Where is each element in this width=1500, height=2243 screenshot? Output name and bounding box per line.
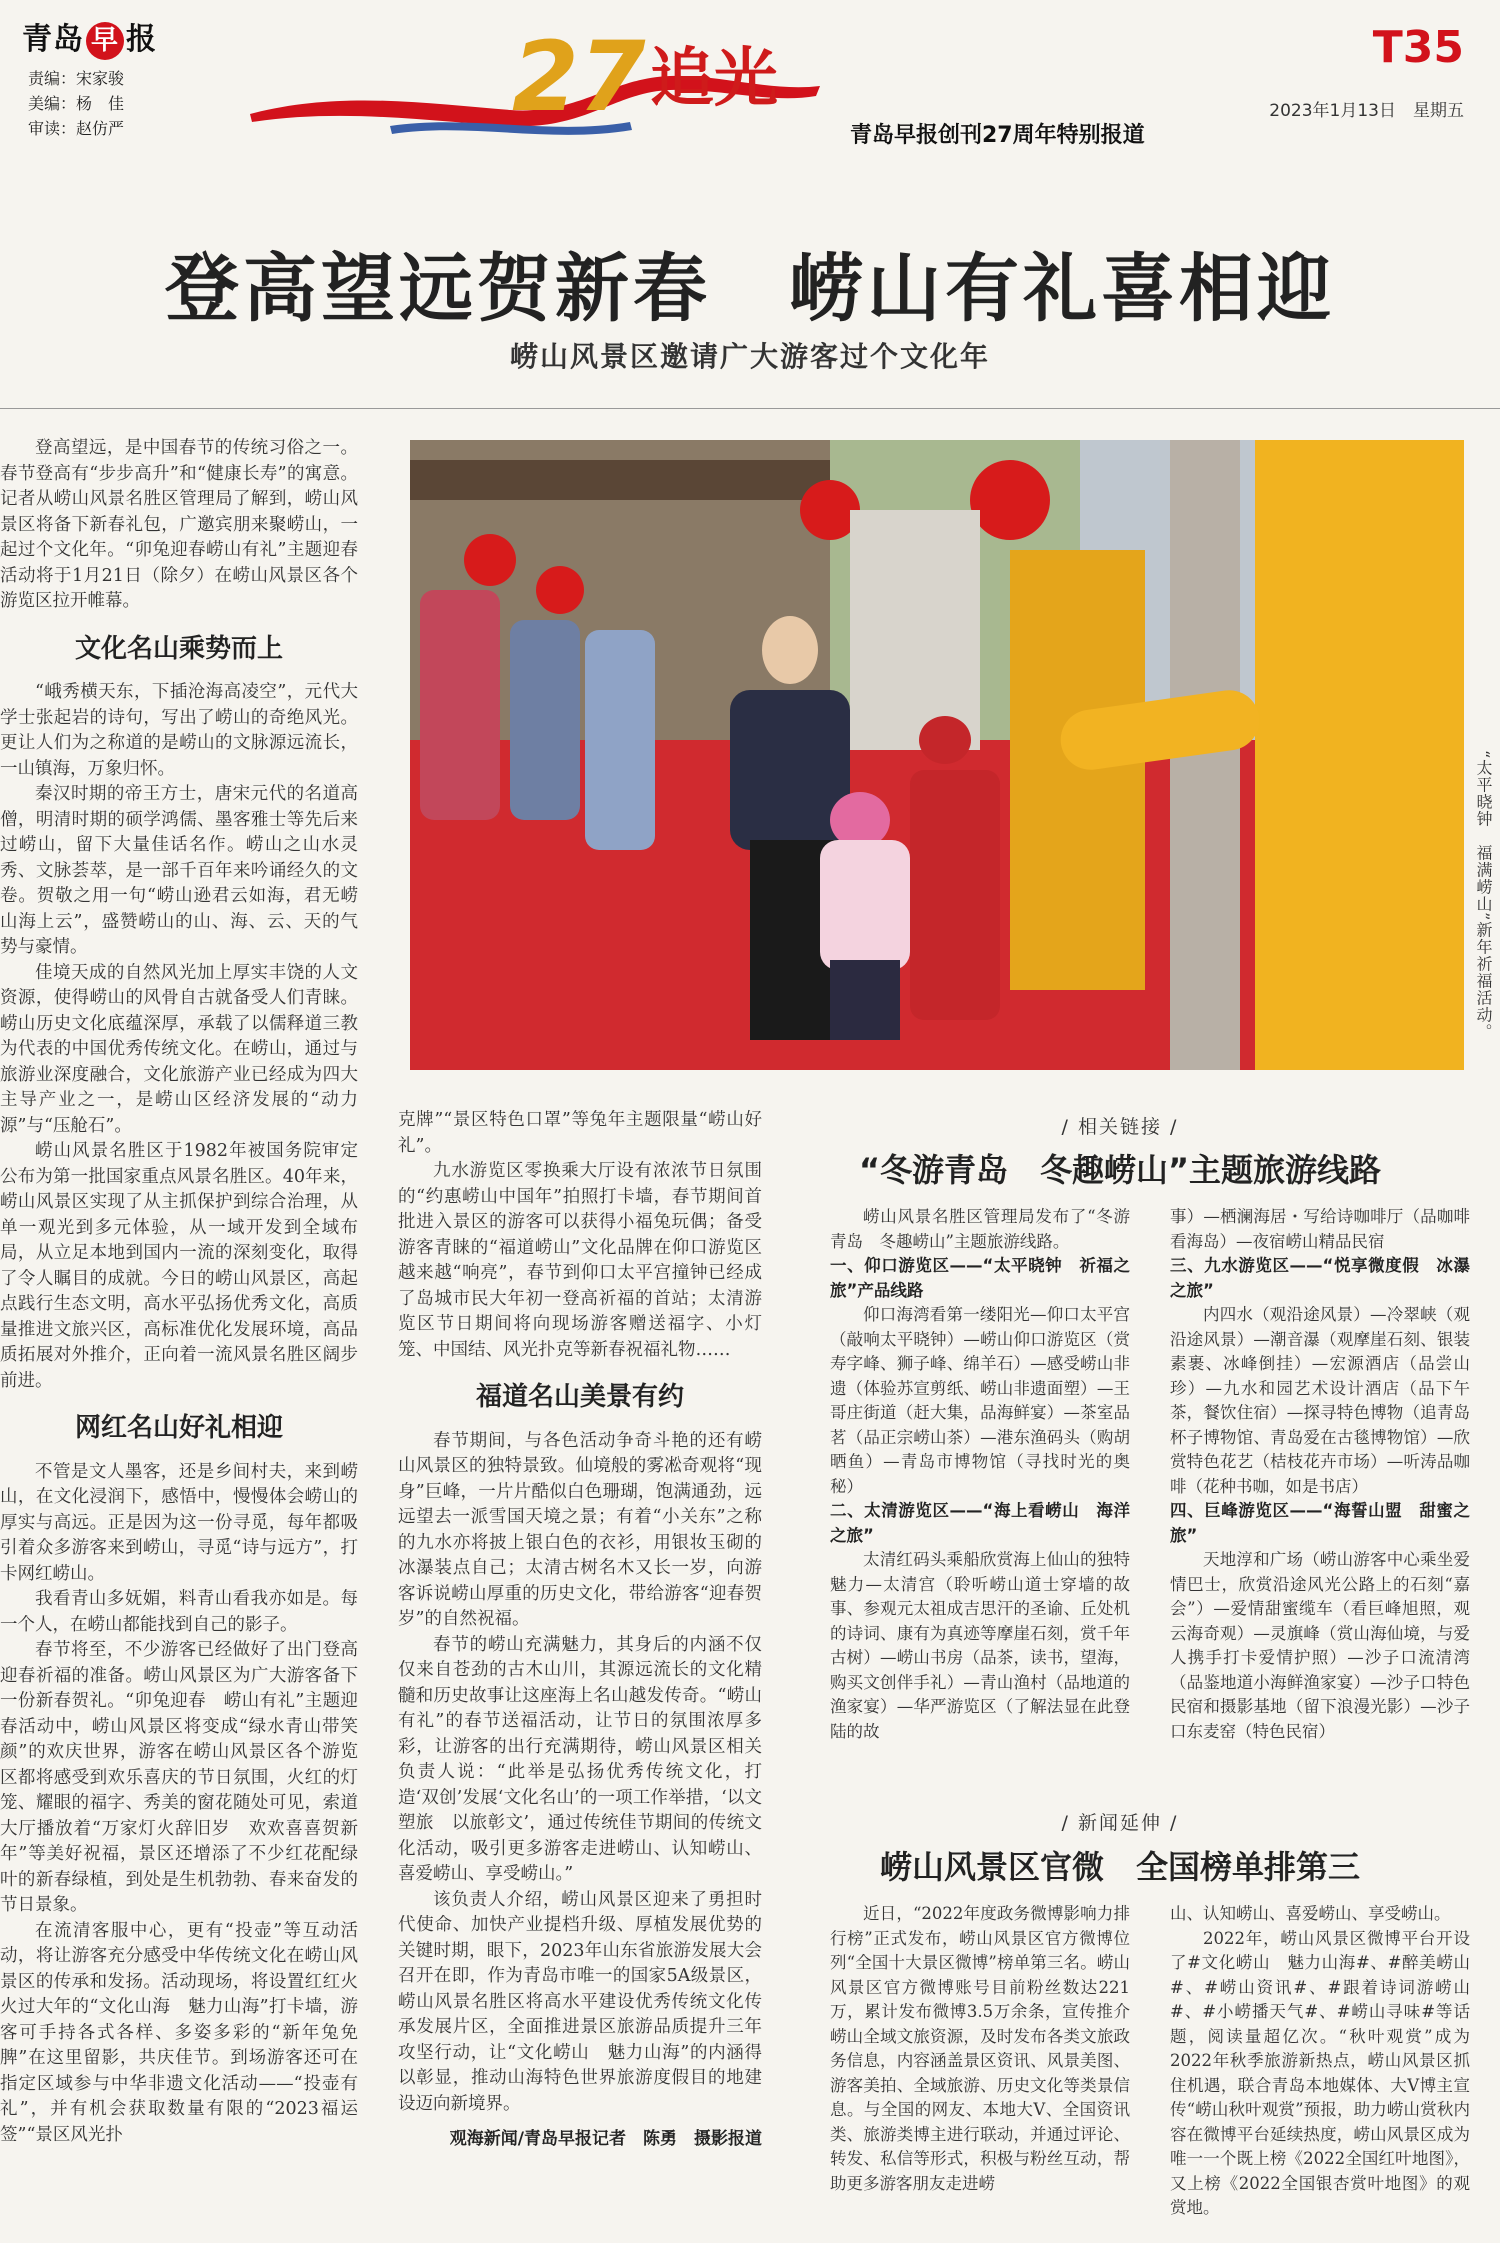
intro-paragraph: 登高望远，是中国春节的传统习俗之一。春节登高有“步步高升”和“健康长寿”的寓意。记者从崂山风景名胜区管理局了解到，崂山风景区将备下新春礼包，广邀宾朋来聚崂山，一起过个文化年。“卯兔迎春崂山有礼”主题迎春活动将于1月21日（除夕）在崂山风景区各个游览区拉开帷幕。 xyxy=(0,438,358,611)
paragraph: 崂山风景名胜区于1982年被国务院审定公布为第一批国家重点风景名胜区。40年来，崂山风景区实现了从主抓保护到综合治理，从单一观光到多元体验，从一域开发到全域布局，从立足本地到国内一流的深刻变化，取得了令人瞩目的成就。今日的崂山风景区，高起点践行生态文明，高水平弘扬优秀文化，高质量推进文旅兴区，高标准优化发展环境，高品质拓展对外推介，正向着一流风景名胜区阔步前进。 xyxy=(0,1141,358,1391)
newspaper-logo: 青岛 早 报 xyxy=(22,14,157,60)
route-heading: 三、九水游览区——“悦享微度假 冰瀑之旅” xyxy=(1170,1256,1470,1300)
special-report-label: 青岛早报创刊27周年特别报道 xyxy=(850,123,1145,148)
headline: 登高望远贺新春 崂山有礼喜相迎 xyxy=(165,246,1335,332)
page-number: T35 xyxy=(1372,22,1464,73)
staff-credits xyxy=(28,66,124,141)
paragraph: 山、认知崂山、喜爱崂山、享受崂山。 xyxy=(1170,1904,1451,1923)
byline: 观海新闻/青岛早报记者 陈勇 摄影报道 xyxy=(449,2129,762,2149)
news-label: / 新闻延伸 / xyxy=(1061,1812,1179,1834)
photo-illustration xyxy=(410,440,1464,1070)
editor-credit: 责编：宋家骏 xyxy=(28,69,125,88)
paragraph: 该负责人介绍，崂山风景区迎来了勇担时代使命、加快产业提档升级、厚植发展优势的关键时期，眼下，2023年山东省旅游发展大会召开在即，作为青岛市唯一的国家5A级景区，崂山风景名胜区将高水平建设优秀传统文化传承发展片区，全面推进景区旅游品质提升三年攻坚行动，让“文化崂山 魅力山海”的内涵得以彰显，推动山海特色世界旅游度假目的地建设迈向新境界。 xyxy=(398,1889,762,2114)
related-column-b xyxy=(1170,1205,1470,1744)
paragraph: 我看青山多妩媚，料青山看我亦如是。每一个人，在崂山都能找到自己的影子。 xyxy=(0,1589,358,1635)
anniversary-number: 27 xyxy=(512,21,646,133)
paragraph: 仰口海湾看第一缕阳光—仰口太平宫（敲响太平晓钟）—崂山仰口游览区（赏寿字峰、狮子峰、绵羊石）—感受崂山非遗（体验苏宣剪纸、崂山非遗面塑）—王哥庄街道（赶大集，品海鲜宴）—茶室品茗（品正宗崂山茶）—港东渔码头（购胡晒鱼）—青岛市博物馆（寻找时光的奥秘） xyxy=(830,1305,1130,1496)
route-heading: 一、仰口游览区——“太平晓钟 祈福之旅”产品线路 xyxy=(830,1256,1130,1300)
news-photo xyxy=(410,440,1464,1070)
paragraph: 九水游览区零换乘大厅设有浓浓节日氛围的“约惠崂山中国年”拍照打卡墙，春节期间首批进入景区的游客可以获得小福兔玩偶；备受游客青睐的“福道崂山”文化品牌在仰口游览区越来越“响亮”，春节到仰口太平宫撞钟已经成了岛城市民大年初一登高祈福的首站；太清游览区节日期间将向现场游客赠送福字、小灯笼、中国结、风光扑克等新春祝福礼物…… xyxy=(398,1161,762,1360)
related-column-a xyxy=(830,1205,1130,1744)
paragraph: 内四水（观沿途风景）—冷翠峡（观沿途风景）—潮音瀑（观摩崖石刻、银装素裹、冰峰倒挂）—宏源酒店（品尝山珍）—九水和园艺术设计酒店（品下午茶，餐饮住宿）—探寻特色博物（追青岛杯子博物馆、青岛爱在古毯博物馆）—欣赏特色花艺（桔枝花卉市场）—听涛品咖啡（花种书咖，如是书店） xyxy=(1170,1305,1470,1496)
photo-caption: “太平晓钟 福满崂山”新年祈福活动。 xyxy=(1474,750,1493,1041)
paragraph: 在流清客服中心，更有“投壶”等互动活动，将让游客充分感受中华传统文化在崂山风景区的传承和发扬。活动现场，将设置红红火火过大年的“文化山海 魅力山海”打卡墙，游客可手持各式各样、多姿多彩的“新年兔免脾”在这里留影，共庆佳节。到场游客还可在指定区域参与中华非遗文化活动——“投壶有礼”，并有机会获取数量有限的“2023福运签”“景区风光扑 xyxy=(0,1920,358,2145)
news-title: 崂山风景区官微 全国榜单排第三 xyxy=(879,1848,1360,1886)
paragraph: 克牌”“景区特色口罩”等兔年主题限量“崂山好礼”。 xyxy=(398,1110,762,1156)
headline-divider xyxy=(0,408,1500,409)
bell-tower-pillar xyxy=(1010,550,1145,990)
paragraph: 太清红码头乘船欣赏海上仙山的独特魅力—太清宫（聆听崂山道士穿墙的故事、参观元太祖成吉思汗的圣谕、丘处机的诗词、康有为真迹等摩崖石刻，赏千年古树）—崂山书房（品茶，读书，望海，购买文创伴手礼）—青山渔村（品地道的渔家宴）—华严游览区（了解法显在此登陆的故 xyxy=(830,1550,1130,1741)
section-heading-scenery: 福道名山美景有约 xyxy=(475,1382,684,1412)
paragraph: 崂山风景名胜区管理局发布了“冬游青岛 冬趣崂山”主题旅游线路。 xyxy=(830,1207,1130,1251)
paragraph: 2022年，崂山风景区微博平台开设了#文化崂山 魅力山海#、#醉美崂山#、#崂山资讯#、#跟着诗词游崂山#、#小崂播天气#、#崂山寻味#等话题，阅读量超亿次。“秋叶观赏”成为2022年秋季旅游新热点，崂山风景区抓住机遇，联合青岛本地媒体、大V博主宣传“崂山秋叶观赏”预报，助力崂山赏秋内容在微博平台延续热度，崂山风景区成为唯一一个既上榜《2022全国红叶地图》，又上榜《2022全国银杏赏叶地图》的观赏地。 xyxy=(1170,1928,1470,2217)
column-1 xyxy=(0,436,358,2148)
paragraph: 佳境天成的自然风光加上厚实丰饶的人文资源，使得崂山的风骨自古就备受人们青睐。崂山历史文化底蕴深厚，承载了以儒释道三教为代表的中国优秀传统文化。在崂山，通过与旅游业深度融合，文化旅游产业已经成为四大主导产业之一，是崂山区经济发展的“动力源”与“压舱石”。 xyxy=(0,962,358,1136)
paragraph: “峨秀横天东，下插沧海高凌空”，元代大学士张起岩的诗句，写出了崂山的奇绝风光。更让人们为之称道的是崂山的文脉源远流长，一山镇海，万象归怀。 xyxy=(0,682,358,779)
anniversary-banner xyxy=(250,18,850,148)
paragraph: 春节将至，不少游客已经做好了出门登高迎春祈福的准备。崂山风景区为广大游客备下一份新春贺礼。“卯兔迎春 崂山有礼”主题迎春活动中，崂山风景区将变成“绿水青山带笑颜”的欢庆世界，游客在崂山风景区各个游览区都将感受到欢乐喜庆的节日氛围，火红的灯笼、耀眼的福字、秀美的窗花随处可见，索道大厅播放着“万家灯火辞旧岁 欢欢喜喜贺新年”等美好祝福，景区还增添了不少红花配绿叶的新春绿植，到处是生机勃勃、春来奋发的节日景象。 xyxy=(0,1640,358,1915)
section-heading-gifts: 网红名山好礼相迎 xyxy=(74,1413,283,1443)
anniversary-word: 追光 xyxy=(650,41,778,116)
paragraph: 春节的崂山充满魅力，其身后的内涵不仅仅来自苍劲的古木山川，其源远流长的文化精髓和历史故事让这座海上名山越发传奇。“崂山有礼”的春节送福活动，让节日的氛围浓厚多彩，让游客的出行充满期待，崂山风景区相关负责人说：“此举是弘扬优秀传统文化，打造‘双创’发展‘文化名山’的一项工作举措，‘以文塑旅 以旅彰文’，通过传统佳节期间的传统文化活动，吸引更多游客走进崂山、认知崂山、喜爱崂山、享受崂山。” xyxy=(398,1634,762,1884)
paragraph: 春节期间，与各色活动争奇斗艳的还有崂山风景区的独特景致。仙境般的雾凇奇观将“现身”巨峰，一片片酷似白色珊瑚，饱满通劲，远远望去一派雪国天境之景；有着“小关东”之称的九水亦将披上银白色的衣衫，用银妆玉砌的冰瀑装点自己；太清古树名木又长一岁，向游客诉说崂山厚重的历史文化，带给游客“迎春贺岁”的自然祝福。 xyxy=(398,1430,762,1629)
paragraph: 秦汉时期的帝王方士，唐宋元代的名道高僧，明清时期的硕学鸿儒、墨客雅士等先后来过崂山，留下大量佳话名作。崂山之山水灵秀、文脉荟萃，是一部千百年来吟诵经久的文卷。贺敬之用一句“崂山逊君云如海，君无崂山海上云”，盛赞崂山的山、海、云、天的气势与豪情。 xyxy=(0,784,358,957)
section-heading-culture: 文化名山乘势而上 xyxy=(74,633,283,664)
route-heading: 四、巨峰游览区——“海誓山盟 甜蜜之旅” xyxy=(1170,1501,1470,1545)
paragraph: 不管是文人墨客，还是乡间村夫，来到崂山，在文化浸润下，感悟中，慢慢体会崂山的厚实与高远。正是因为这一份寻觅，每年都吸引着众多游客来到崂山，寻觅“诗与远方”，打卡网红崂山。 xyxy=(0,1461,358,1584)
designer-credit: 美编：杨 佳 xyxy=(28,94,125,113)
related-title: “冬游青岛 冬趣崂山”主题旅游线路 xyxy=(858,1151,1382,1189)
paragraph: 事）—栖澜海居・写给诗咖啡厅（品咖啡看海岛）—夜宿崂山精品民宿 xyxy=(1170,1207,1470,1251)
paragraph: 天地淳和广场（崂山游客中心乘坐爱情巴士，欣赏沿途风光公路上的石刻“嘉会”）—爱情甜蜜缆车（看巨峰旭照，观云海奇观）—灵旗峰（赏山海仙境，与爱人携手打卡爱情护照）—沙子口流清湾（品鉴地道小海鲜渔家宴）—沙子口特色民宿和摄影基地（留下浪漫光影）—沙子口东麦窑（特色民宿） xyxy=(1170,1550,1470,1741)
issue-date: 2023年1月13日 星期五 xyxy=(1269,101,1464,121)
paragraph: 近日，“2022年度政务微博影响力排行榜”正式发布，崂山风景区官方微博位列“全国十大景区微博”榜单第三名。崂山风景区官方微博账号目前粉丝数达221万，累计发布微博3.5万余条，宣传推介崂山全域文旅资源，及时发布各类文旅政务信息，内容涵盖景区资讯、风景美图、游客美拍、全域旅游、历史文化等类景信息。与全国的网友、本地大V、全国资讯类、旅游类博主进行联动，并通过评论、转发、私信等形式，积极与粉丝互动，帮助更多游客朋友走进崂 xyxy=(830,1904,1130,2193)
route-heading: 二、太清游览区——“海上看崂山 海洋之旅” xyxy=(830,1501,1130,1545)
proofreader-credit: 审读：赵仿严 xyxy=(28,119,125,138)
news-column-a xyxy=(830,1902,1130,2196)
column-2 xyxy=(398,1108,762,2153)
related-label: / 相关链接 / xyxy=(1061,1116,1179,1138)
subheadline: 崂山风景区邀请广大游客过个文化年 xyxy=(509,340,990,373)
news-column-b xyxy=(1170,1902,1470,2221)
